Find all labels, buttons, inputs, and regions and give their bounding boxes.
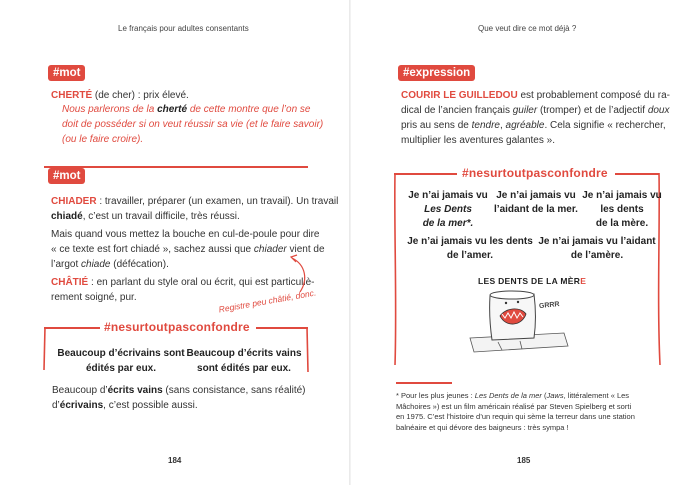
running-head-right: Que veut dire ce mot déjà ? <box>478 24 577 33</box>
chiader-l2-text: , c’est un travail difficile, très réussi. <box>82 211 240 222</box>
expr-l2-b: (tromper) et de l’adjectif <box>537 105 648 116</box>
term-courir-le-guilledou: COURIR LE GUILLEDOU <box>401 90 518 101</box>
expr-l2-it: guiler <box>512 105 538 116</box>
box-p2-a: d’ <box>52 400 60 411</box>
confusion-hashtag-left: #nesurtoutpasconfondre <box>104 320 250 334</box>
term-cherte: CHERTÉ <box>51 90 93 101</box>
fn-l1-a: * Pour les plus jeunes : <box>396 391 475 400</box>
c1-l2: Les Dents <box>424 204 472 215</box>
box-p1-c: (sans consistance, sans réalité) <box>162 385 306 396</box>
box-p2-c: , c’est possible aussi. <box>103 400 198 411</box>
mot-tag: #mot <box>48 65 85 81</box>
expr-l3-it: tendre <box>471 120 500 131</box>
footnote-rule <box>396 382 452 384</box>
confusion-hashtag-right: #nesurtoutpasconfondre <box>462 166 608 180</box>
drawing-title-b: E <box>580 276 587 286</box>
c3-l1: Je n’ai jamais vu <box>582 190 662 201</box>
confusion-right-l2: sont édités par eux. <box>197 363 291 374</box>
mot-tag-2: #mot <box>48 168 85 184</box>
chiader-l1-text: : travailler, préparer (un examen, un travail). Un travail <box>96 196 339 207</box>
confusion-left-l2: édités par eux. <box>85 363 157 374</box>
para-l2-a: « ce texte est fort chiadé », sachez aussi que <box>51 244 254 255</box>
c3-l2: les dents <box>600 204 644 215</box>
fn-l1-it2: Jaws <box>546 391 564 400</box>
chiade-bold: chiadé <box>51 211 83 222</box>
c1-l3: de la mer*. <box>422 218 474 229</box>
expr-l3-it2: agréable <box>505 120 545 131</box>
term-chatie: CHÂTIÉ <box>51 277 89 288</box>
fn-l1-it: Les Dents de la mer <box>474 391 542 400</box>
expr-l3-c: . Cela signifie « rechercher, <box>544 120 666 131</box>
expr-l1-rest: est probablement composé du ra- <box>517 90 670 101</box>
c2-l1: Je n’ai jamais vu <box>496 190 576 201</box>
right-page <box>350 0 700 485</box>
page-number-left: 184 <box>168 456 182 465</box>
confusion-left-l1: Beaucoup d’écrivains sont <box>57 348 185 359</box>
cherte-ex-1b: de cette montre que l’on se <box>187 104 311 115</box>
term-chiader: CHIADER <box>51 196 97 207</box>
confusion-right-col <box>180 346 308 376</box>
chatie-line-2: rement soigné, pur. <box>51 292 137 303</box>
drawing-sound: GRRR <box>538 300 560 311</box>
c4-l2: de l’amer. <box>446 250 494 261</box>
para-l3-it: chiade <box>81 259 111 270</box>
confusion-left-col <box>55 346 187 376</box>
c4-l1: Je n’ai jamais vu les dents <box>407 236 533 247</box>
box-p2-b: écrivains <box>59 400 104 411</box>
handwritten-note: Registre peu châtié, donc. <box>217 287 317 315</box>
fn-l1-b: ( <box>541 391 547 400</box>
fn-l1-c: , littéralement « Les <box>563 391 630 400</box>
c2-l2: l’aidant de la mer. <box>494 204 578 215</box>
expression-line-4: multiplier les aventures galantes ». <box>401 135 555 146</box>
c3-l3: de la mère. <box>595 218 649 229</box>
chiader-para-line-1: Mais quand vous mettez la bouche en cul-de-poule pour dire <box>51 229 320 240</box>
page-number-right: 185 <box>517 456 531 465</box>
running-head-left: Le français pour adultes consentants <box>118 24 249 33</box>
cherte-ex-1a: Nous parlerons de la <box>62 104 158 115</box>
c5-l2: de l’amère. <box>570 250 624 261</box>
c1-l1: Je n’ai jamais vu <box>408 190 488 201</box>
cherte-example-line-2: doit de posséder si on veut réussir sa vie (et le faire savoir) <box>62 119 324 130</box>
footnote-line-4: balnéaire et qui dévore des baigneurs : très sympa ! <box>396 422 569 432</box>
box-p1-a: Beaucoup d’ <box>52 385 108 396</box>
confusion-right-l1: Beaucoup d’écrits vains <box>186 348 302 359</box>
expr-l2-it2: doux <box>647 105 670 116</box>
cherte-ex-term: cherté <box>157 104 188 115</box>
expression-tag: #expression <box>398 65 475 81</box>
expr-l3-b: , <box>499 120 506 131</box>
para-l3-a: l’argot <box>51 259 82 270</box>
box-p1-b: écrits vains <box>107 385 163 396</box>
para-l2-it: chiader <box>253 244 287 255</box>
cherte-example-line-3: (ou le faire croire). <box>62 134 144 145</box>
footnote-line-1 <box>396 391 676 402</box>
footnote-line-2: Mâchoires ») est un film américain réalisé par Steven Spielberg et sorti <box>396 401 632 411</box>
expr-l3-a: pris au sens de <box>401 120 472 131</box>
footnote-line-3: en 1975. C’est l’histoire d’un requin qui sème la terreur dans une station <box>396 412 635 421</box>
cherte-def-text: (de cher) : prix élevé. <box>92 90 189 101</box>
expr-l2-a: dical de l’ancien français <box>401 105 513 116</box>
chatie-l1-text: : en parlant du style oral ou écrit, qui est particuliè- <box>88 277 315 288</box>
box-para-line-2 <box>52 398 198 414</box>
para-l3-b: (défécation). <box>110 259 169 270</box>
box-para-line-1 <box>52 383 306 399</box>
drawing-title-a: LES DENTS DE LA MÈR <box>478 276 581 286</box>
para-l2-b: vient de <box>286 244 325 255</box>
footnote <box>396 391 676 433</box>
c5-l1: Je n’ai jamais vu l’aidant <box>538 236 656 247</box>
